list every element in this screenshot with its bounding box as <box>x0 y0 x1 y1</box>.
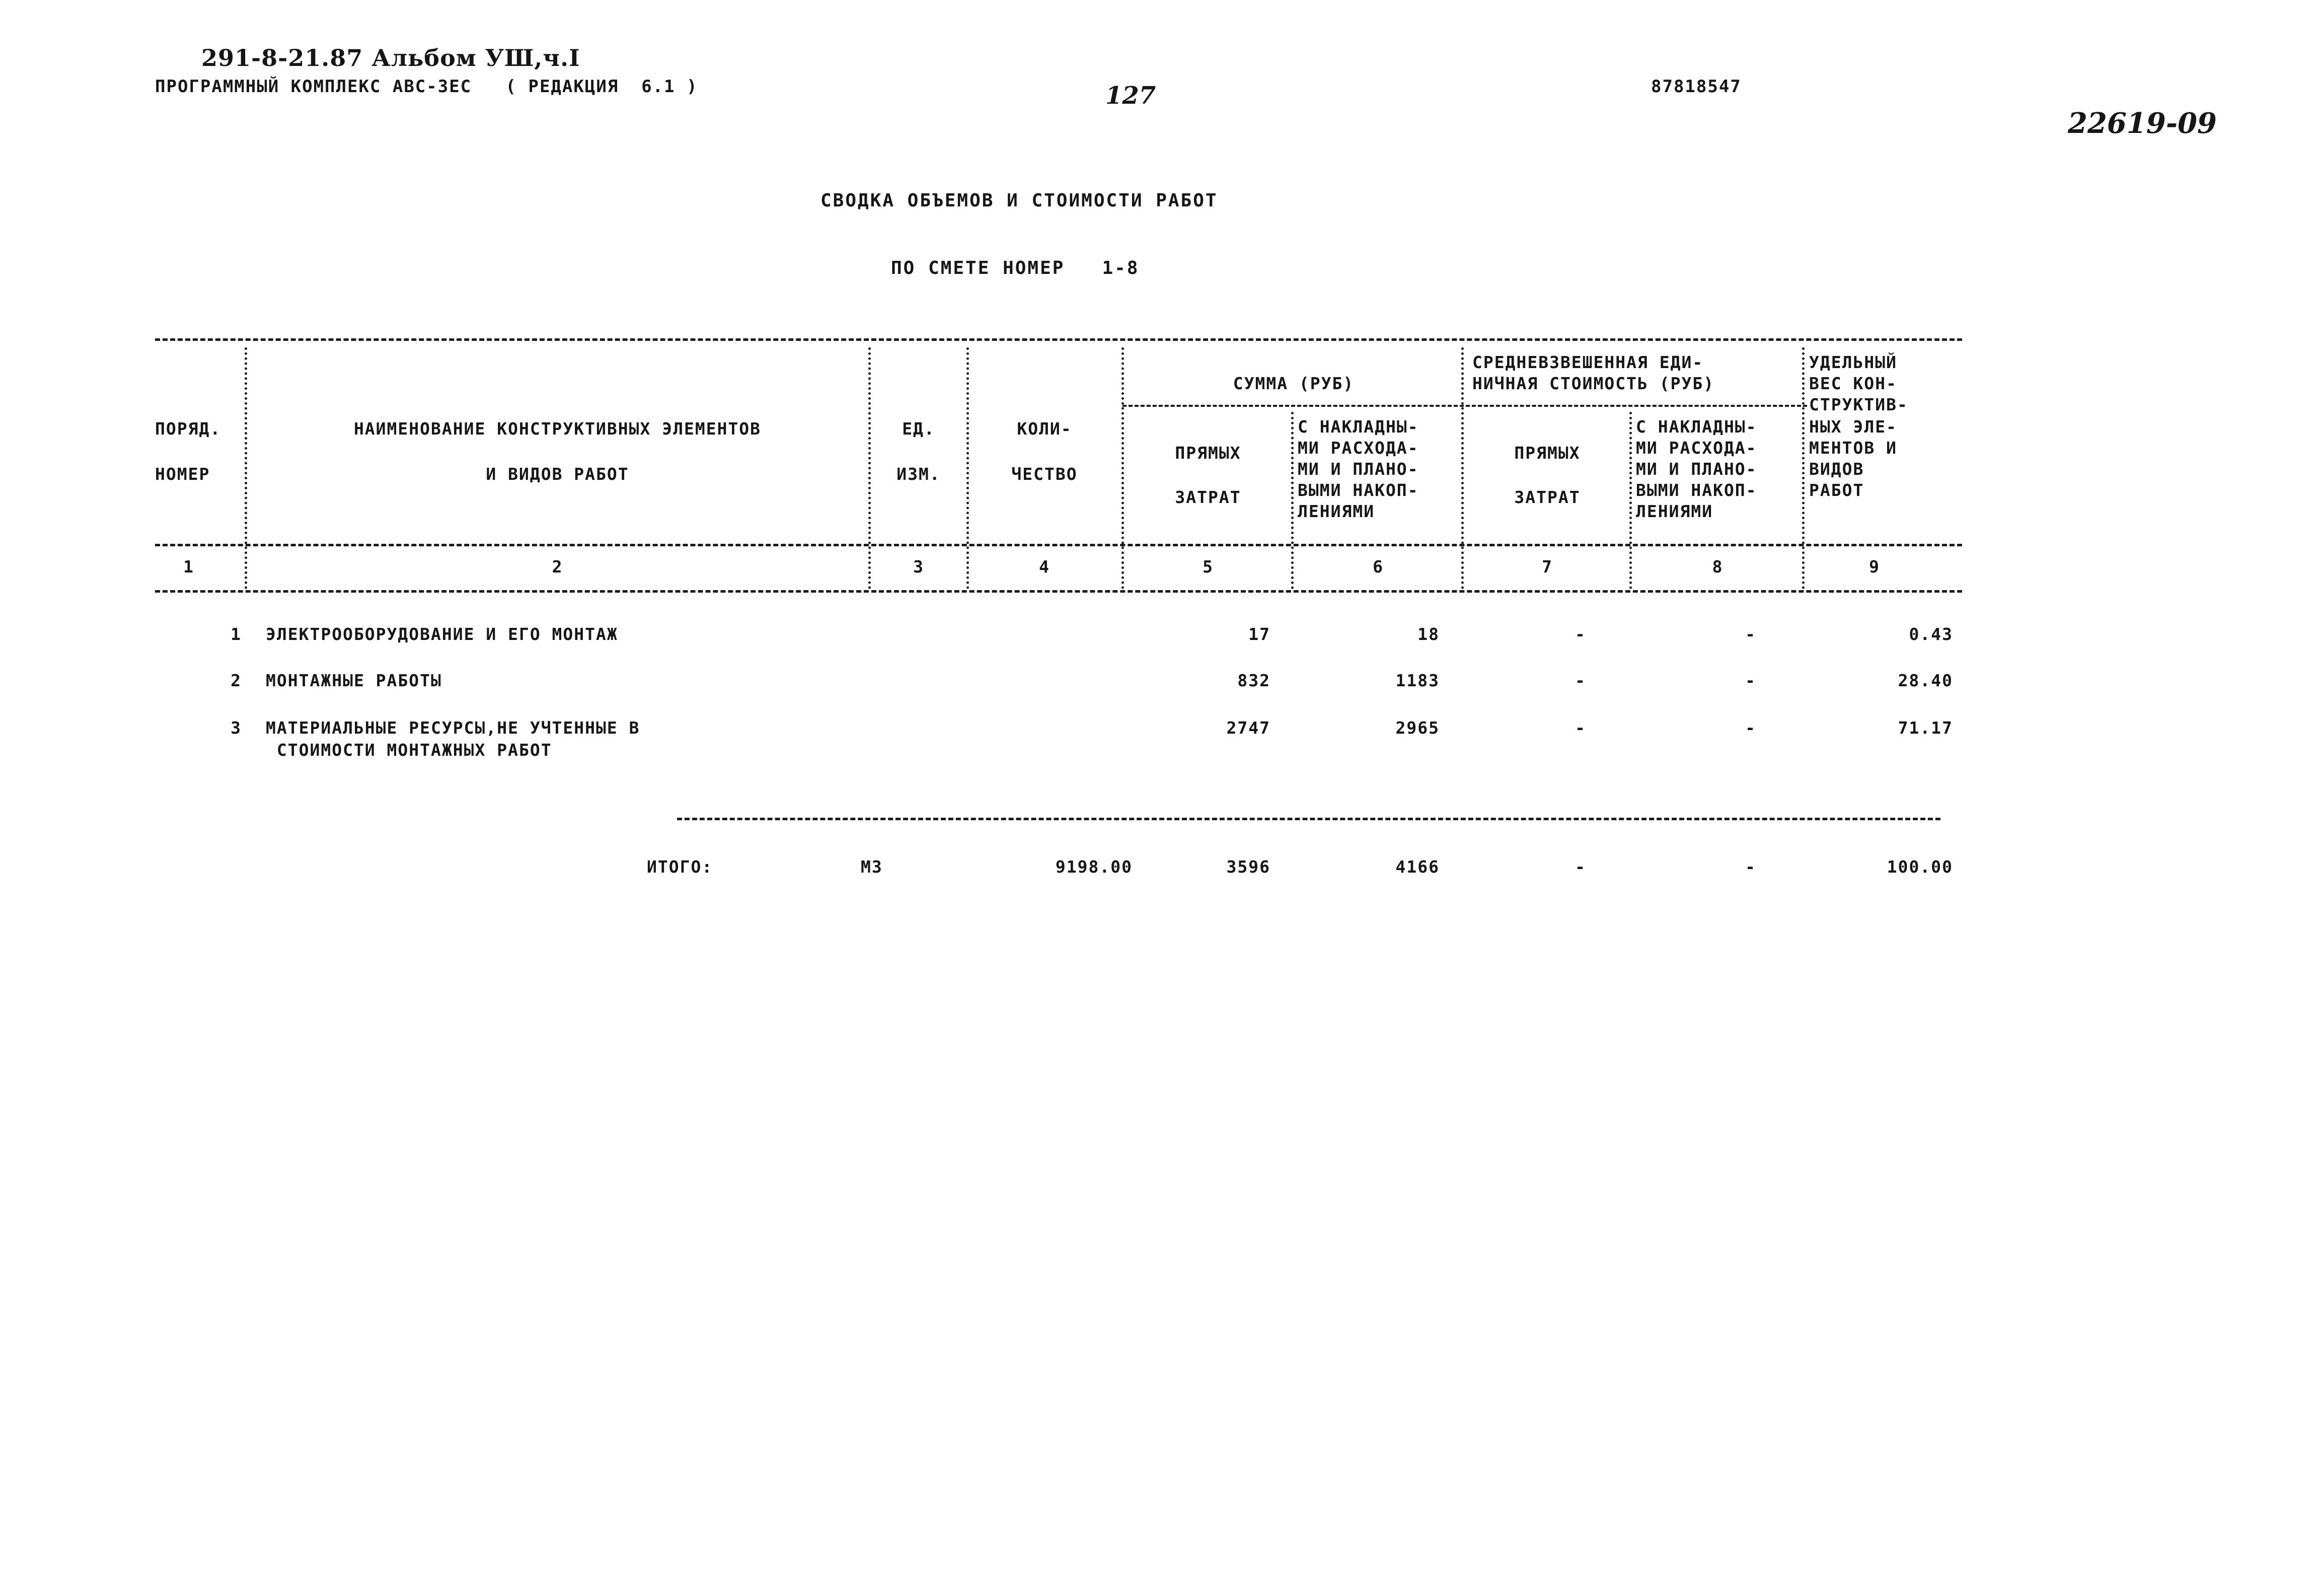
header-name-line1: НАИМЕНОВАНИЕ КОНСТРУКТИВНЫХ ЭЛЕМЕНТОВ <box>353 419 762 439</box>
header-order-line1: ПОРЯД. <box>155 419 221 439</box>
row-number: 3 <box>231 718 242 738</box>
header-direct-line1: ПРЯМЫХ <box>1175 443 1241 463</box>
header-avg-overhead-line5: ЛЕНИЯМИ <box>1636 502 1713 521</box>
header-order-line2: НОМЕР <box>155 464 210 484</box>
col-separator <box>1802 347 1805 589</box>
row-avg-direct: - <box>1575 624 1586 644</box>
col-number-7: 7 <box>1542 557 1553 577</box>
row-direct: 2747 <box>1226 718 1270 738</box>
col-separator <box>1291 412 1294 589</box>
total-qty: 9198.00 <box>1055 857 1133 877</box>
col-number-1: 1 <box>183 557 194 577</box>
row-avg-overhead: - <box>1745 671 1756 690</box>
program-line: ПРОГРАММНЫЙ КОМПЛЕКС АВС-ЗЕС ( РЕДАКЦИЯ 6.1 ) <box>155 77 698 97</box>
header-share-line7: РАБОТ <box>1809 480 1864 500</box>
row-name: ЭЛЕКТРООБОРУДОВАНИЕ И ЕГО МОНТАЖ <box>266 624 618 644</box>
row-number: 1 <box>231 624 242 644</box>
row-avg-direct: - <box>1575 671 1586 690</box>
row-direct: 832 <box>1237 671 1270 690</box>
header-bottom-rule <box>155 544 1962 546</box>
total-share: 100.00 <box>1887 857 1953 877</box>
header-avg-direct-line2: ЗАТРАТ <box>1514 487 1581 507</box>
document-subtitle: ПО СМЕТЕ НОМЕР 1-8 <box>891 258 1140 278</box>
col-number-2: 2 <box>552 557 563 577</box>
header-overhead-line3: МИ И ПЛАНО- <box>1298 459 1419 479</box>
document-title: СВОДКА ОБЪЕМОВ И СТОИМОСТИ РАБОТ <box>820 190 1218 211</box>
row-avg-overhead: - <box>1745 718 1756 738</box>
header-share-line1: УДЕЛЬНЫЙ <box>1809 352 1897 372</box>
header-overhead-line2: МИ РАСХОДА- <box>1298 438 1419 458</box>
col-number-5: 5 <box>1203 557 1214 577</box>
total-unit: М3 <box>861 857 883 877</box>
header-avg-overhead-line4: ВЫМИ НАКОП- <box>1636 480 1757 500</box>
header-unit-line2: ИЗМ. <box>896 464 941 484</box>
col-separator <box>1629 412 1632 589</box>
total-avg-direct: - <box>1575 857 1586 877</box>
header-group-avg-line1: СРЕДНЕВЗВЕШЕННАЯ ЕДИ- <box>1472 352 1704 372</box>
header-group-sum: СУММА (РУБ) <box>1233 374 1355 393</box>
col-separator <box>868 347 871 589</box>
header-name-line2: И ВИДОВ РАБОТ <box>486 464 629 484</box>
header-share-line2: ВЕС КОН- <box>1809 374 1897 393</box>
header-direct-line2: ЗАТРАТ <box>1175 487 1241 507</box>
row-name-continued: СТОИМОСТИ МОНТАЖНЫХ РАБОТ <box>266 740 552 760</box>
col-number-8: 8 <box>1712 557 1723 577</box>
col-number-6: 6 <box>1373 557 1384 577</box>
row-name: МОНТАЖНЫЕ РАБОТЫ <box>266 671 442 690</box>
col-separator <box>966 347 969 589</box>
page-number: 127 <box>1105 82 1156 110</box>
row-share: 71.17 <box>1898 718 1953 738</box>
header-avg-overhead-line1: С НАКЛАДНЫ- <box>1636 417 1757 437</box>
header-share-line4: НЫХ ЭЛЕ- <box>1809 417 1897 437</box>
header-qty-line1: КОЛИ- <box>1017 419 1072 439</box>
row-avg-direct: - <box>1575 718 1586 738</box>
total-overhead: 4166 <box>1395 857 1440 877</box>
header-unit-line1: ЕД. <box>902 419 935 439</box>
header-group-avg-line2: НИЧНАЯ СТОИМОСТЬ (РУБ) <box>1472 374 1715 393</box>
total-direct: 3596 <box>1226 857 1270 877</box>
col-number-bottom-rule <box>155 590 1962 593</box>
header-avg-direct-line1: ПРЯМЫХ <box>1514 443 1581 463</box>
header-share-line5: МЕНТОВ И <box>1809 438 1897 458</box>
col-number-3: 3 <box>913 557 924 577</box>
header-overhead-line4: ВЫМИ НАКОП- <box>1298 480 1419 500</box>
total-label: ИТОГО: <box>647 857 713 877</box>
row-name: МАТЕРИАЛЬНЫЕ РЕСУРСЫ,НЕ УЧТЕННЫЕ В <box>266 718 640 738</box>
row-direct: 17 <box>1248 624 1270 644</box>
header-avg-overhead-line3: МИ И ПЛАНО- <box>1636 459 1757 479</box>
row-number: 2 <box>231 671 242 690</box>
row-share: 28.40 <box>1898 671 1953 690</box>
album-reference: 291-8-21.87 Альбом УШ,ч.I <box>201 44 580 71</box>
group-divider-rule <box>1122 405 1807 407</box>
total-rule <box>677 818 1940 820</box>
header-avg-overhead-line2: МИ РАСХОДА- <box>1636 438 1757 458</box>
header-share-line3: СТРУКТИВ- <box>1809 395 1908 414</box>
col-separator <box>1121 347 1124 589</box>
header-qty-line2: ЧЕСТВО <box>1011 464 1078 484</box>
total-avg-overhead: - <box>1745 857 1756 877</box>
row-overhead: 18 <box>1417 624 1440 644</box>
col-number-4: 4 <box>1039 557 1050 577</box>
header-overhead-line5: ЛЕНИЯМИ <box>1298 502 1375 521</box>
handwritten-code: 22619-09 <box>2068 107 2217 140</box>
header-share-line6: ВИДОВ <box>1809 459 1864 479</box>
row-overhead: 2965 <box>1395 718 1440 738</box>
col-separator <box>245 347 247 589</box>
document-code: 87818547 <box>1651 77 1742 97</box>
table-top-rule <box>155 338 1962 341</box>
row-avg-overhead: - <box>1745 624 1756 644</box>
col-separator <box>1461 347 1464 589</box>
row-share: 0.43 <box>1909 624 1953 644</box>
row-overhead: 1183 <box>1395 671 1440 690</box>
header-overhead-line1: С НАКЛАДНЫ- <box>1298 417 1419 437</box>
col-number-9: 9 <box>1869 557 1880 577</box>
